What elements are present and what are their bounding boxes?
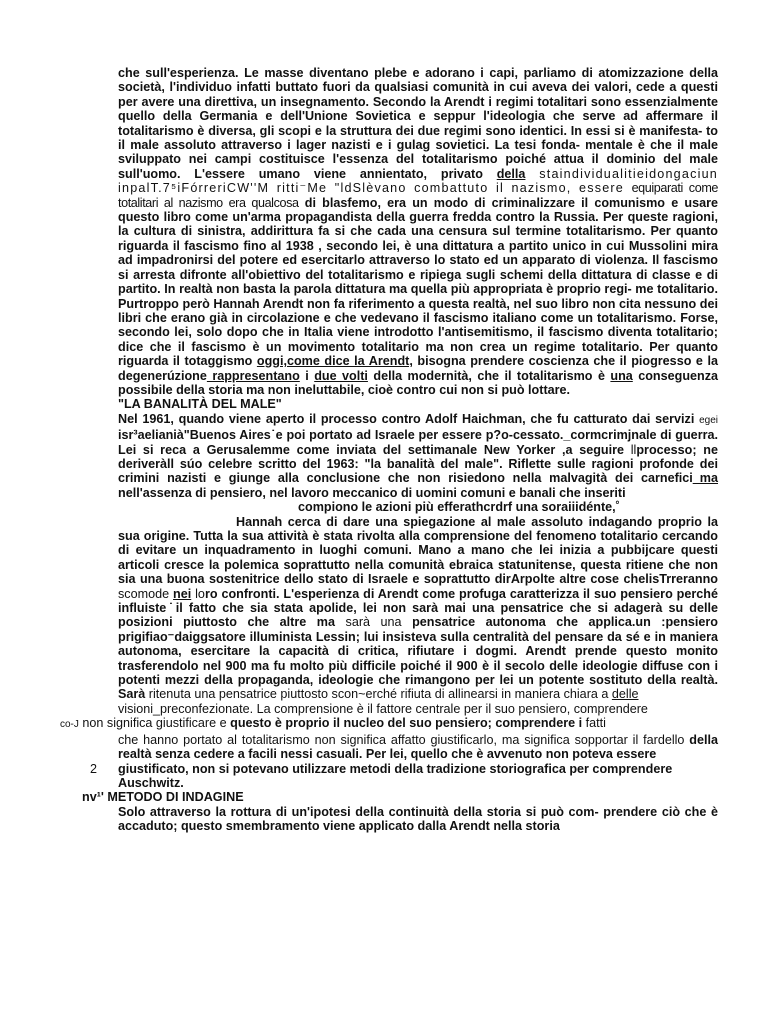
paragraph-text: visioni_preconfezionate. La comprensione è il fattore centrale per il suo pensiero, comprendere — [118, 701, 648, 716]
section-heading-banalita: "LA BANALITÀ DEL MALE" — [118, 397, 282, 412]
paragraph-eichmann — [118, 412, 718, 500]
paragraph-text: che hanno portato al totalitarismo non significa affatto giustificarlo, ma significa sopportar il fardello — [118, 732, 690, 747]
paragraph-text: della realtà senza cedere a facili nessi casuali. Per lei, quello che è avvenuto non poteva essere — [118, 732, 718, 762]
paragraph-text: che sull'esperienza. Le masse diventano plebe e adorano i capi, parliamo di atomizzazione della società, l'individuo infatti buttato fuori da qualsiasi comunità in cui aveva dei valori, cede a questi per avere una direttiva, un insegnamento. Secondo la Arendt i regimi totalitari sono essenzialmente quello della Germania e dell'Unione Sovietica e seppur l'ideologia che serve ad affermare il totalitarismo è diversa, gli scopi e la struttura dei due regimi sono identici. In essi si è manifesta- to il male assoluto attraverso i lager nazisti e i gulag sovietici. La tesi fonda- mentale è che il male sviluppato nei campi costituisce l'essenza del totalitarismo poiché attua il dominio del male sull'uomo. L'essere umano viene annientato, privato — [118, 66, 718, 181]
paragraph-hannah — [118, 515, 718, 717]
heading-text: METODO DI INDAGINE — [107, 790, 244, 805]
paragraph-text: bisogna prendere coscienza che il piogresso e la degenerúzione — [118, 354, 718, 383]
underlined-text: della — [496, 166, 526, 181]
margin-note: co-J — [60, 719, 79, 731]
heading-prefix: nv¹' — [82, 790, 104, 805]
underlined-text: rappresentano — [206, 368, 300, 383]
paragraph-line — [60, 716, 718, 732]
paragraph-text: processo; ne deriveràll súo celebre scritto del 1963: "la banalità del male". Riflette sulle ragioni profonde dei crimini nazisti e giunge alla conclusione che non risiedono nella malvagità dei carnefici — [118, 442, 718, 486]
section-heading-metodo — [82, 790, 682, 804]
paragraph-text: questo è proprio il nucleo del suo pensiero; comprendere i — [230, 716, 583, 731]
paragraph-text: nell'assenza di pensiero, nel lavoro meccanico di uomini comuni e banali che inseriti — [118, 485, 626, 500]
paragraph-text: equiparati come totalitari al nazismo era qualcosa — [118, 181, 719, 210]
garbled-text: ll — [630, 442, 637, 457]
paragraph-text: giustificato, non si potevano utilizzare metodi della tradizione storiografica per comprendere — [118, 761, 673, 776]
margin-number: 2 — [90, 761, 98, 776]
paragraph-text: scomode — [118, 586, 174, 601]
garbled-text: egei — [699, 414, 718, 426]
paragraph-text: di blasfemo, era un modo di criminalizzare il comunismo e usare questo libro come un'arma propagandista della guerra fredda contro la Russia. Per queste ragioni, la cultura di sinistra, addirittura fa si che cada una censura sul termine totalitarismo. Per quanto riguarda il fascismo fino al 1938 , secondo lei, è una dittatura a partito unico in cui Mussolini mira ad impadronirsi del potere ed esercitarlo attraverso lo stato ed un apparato di violenza. Il fascismo si arresta difronte all'obiettivo del totalitarismo e ripiega sugli schemi della dittatura di classe e di partito. In realtà non basta la parola dittatura ma quella più appropriata è proprio regi- me totalitario. Purtroppo però Hannah Arendt non fa riferimento a questa realtà, nel suo libro non cita nessuno dei libri che erano già in circolazione e che vedevano il fascismo italiano come un totalitarismo. Forse, secondo lei, solo dopo che in Italia viene introdotto l'antisemitismo, il fascismo diventa totalitario; dice che il fascismo è un movimento totalitario ma non crea un regime totalitario. Per quanto riguarda il totaggismo — [118, 195, 718, 369]
paragraph-text: i — [299, 368, 315, 383]
paragraph-totalitarismo — [118, 66, 718, 397]
paragraph-line — [118, 733, 718, 762]
garbled-text: staindividualitieidongaciun inpalT.7⁵iFórreriCW''M ritti⁻Me "ldSlèvano combattuto il nazismo, essere — [118, 166, 718, 196]
paragraph-metodo: Solo attraverso la rottura di un'ipotesi della continuità della storia si può com- prendere ciò che è accaduto; questo smembramento viene applicato dalla Arendt nella storia — [118, 804, 718, 834]
paragraph-text: Hannah cerca di dare una spiegazione al male assoluto indagando proprio la sua origine. Tutta la sua attività è stata rivolta alla comprensione del fenomeno totalitario cercando di evitare un inquadramento in luoghi comuni. Mano a mano che lei inizia a pubbijcare questi articoli cresce la polemica soprattutto nella comunità ebraica statunitense, questa ritiene che non sia una buona sostenitrice dello stato di Israele e soprattutto dirArpolte altre cose chelisTrreranno — [118, 514, 718, 587]
paragraph-text: lo — [191, 586, 205, 601]
paragraph-line: compiono le azioni più efferathcrdrf una soraiiidénte,˚ — [298, 500, 620, 515]
underlined-text: nei — [173, 586, 192, 601]
underlined-text: oggi,come dice la Arendt, — [256, 354, 413, 369]
paragraph-text: sarà una — [345, 615, 402, 630]
paragraph-text: ritenuta una pensatrice piuttosto scon~erché rifiuta di allinearsi in maniera chiara a — [145, 687, 612, 702]
paragraph-text: conseguenza possibile della storia ma non ineluttabile, cioè contro cui non si può lottare. — [118, 368, 719, 397]
paragraph-text: Nel 1961, quando viene aperto il processo contro Adolf Haichman, che fu catturato dai servizi — [118, 411, 700, 426]
paragraph-line: Auschwitz. — [118, 775, 184, 790]
paragraph-text: pensatrice autonoma che applica.un :pensiero prigifiao⁻daiggsatore illuminista Lessin; lui insisteva sulla centralità del pensare da sé e in maniera autonoma, esercitare la capacità di critica, rifiutare i dogmi. Arendt prende questo monito trasferendolo nel 900 ma fu molto più difficile poiché il 900 è il secolo delle ideologie diffuse con i potenti mezzi della propaganda, ideologie che rimangono per lei un potente sostituto della realtà. Sarà — [118, 615, 718, 702]
underlined-text: una — [610, 368, 633, 383]
paragraph-text: ro confronti. L'esperienza di Arendt come profuga caratterizza il suo pensiero perché influiste˙il fatto che sia stata apolide, lei non sarà mai una pensatrice che si adagerà su delle posizioni piuttosto che altre ma — [118, 586, 718, 630]
paragraph-text: della modernità, che il totalitarismo è — [367, 368, 611, 383]
underlined-text: due volti — [314, 368, 368, 383]
paragraph-text: fatti — [582, 716, 606, 731]
paragraph-text: non significa giustificare e — [78, 716, 231, 731]
paragraph-line — [90, 762, 718, 776]
text-column — [60, 66, 719, 834]
underlined-text: _ma — [692, 471, 718, 486]
paragraph-text: isr³aelianià"Buenos Aires˙e poi portato ad Israele per essere p?o-cessato._cormcrimjnale di guerra. Lei si reca a Gerusalemme come inviata del settimanale New Yorker ,a seguire — [118, 428, 718, 457]
underlined-text: delle — [611, 687, 639, 702]
